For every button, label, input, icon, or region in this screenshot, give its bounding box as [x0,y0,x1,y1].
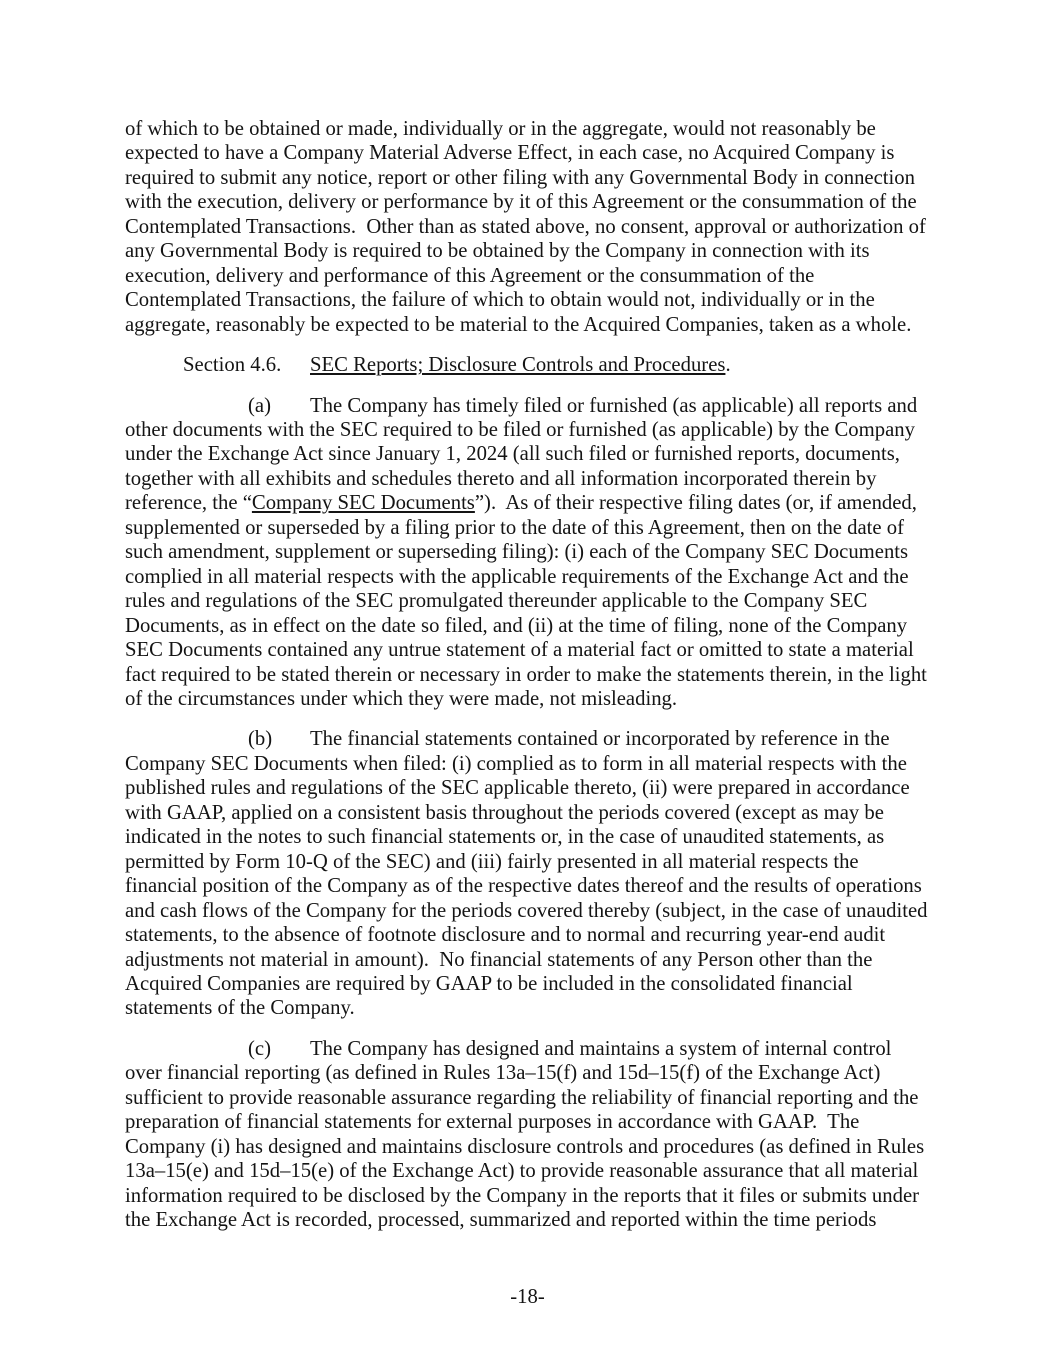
paragraph-a [125,394,933,712]
continuation-paragraph-text: of which to be obtained or made, individually or in the aggregate, would not reasonably be expected to have a Company Material Adverse Effect, in each case, no Acquired Company is required to submit any notice, report or other filing with any Governmental Body in connection with the execution, delivery or performance by it of this Agreement or the consummation of the Contemplated Transactions. Other than as stated above, no consent, approval or authorization of any Governmental Body is required to be obtained by the Company in connection with its execution, delivery and performance of this Agreement or the consummation of the Contemplated Transactions, the failure of which to obtain would not, individually or in the aggregate, reasonably be expected to be material to the Acquired Companies, taken as a whole. [125,118,932,336]
paragraph-a-text-before-term: The Company has timely filed or furnished (as applicable) all reports and other documents with the SEC required to be filed or furnished (as applicable) by the Company under the Exchange Act since January 1, 2024 (all such filed or furnished reports, documents, together with all exhibits and schedules thereto and all information incorporated therein by reference, the “ [125,394,923,515]
paragraph-c-text: The Company has designed and maintains a system of internal control over financial reporting (as defined in Rules 13a–15(f) and 15d–15(f) of the Exchange Act) sufficient to provide reasonable assurance regarding the reliability of financial reporting and the preparation of financial statements for external purposes in accordance with GAAP. The Company (i) has designed and maintains disclosure controls and procedures (as defined in Rules 13a–15(e) and 15d–15(e) of the Exchange Act) to provide reasonable assurance that all material information required to be disclosed by the Company in the reports that it files or submits under the Exchange Act is recorded, processed, summarized and reported within the time periods [125,1037,930,1232]
defined-term-company-sec-documents: Company SEC Documents [251,492,475,515]
section-heading [125,353,933,377]
page-number: -18- [510,1286,545,1308]
section-number: Section 4.6. [183,354,282,377]
section-title-period: . [725,354,731,377]
paragraph-b-text: The financial statements contained or incorporated by reference in the Company SEC Documents when filed: (i) complied as to form in all material respects with the published rules and regulations of the SEC applicable thereto, (ii) were prepared in accordance with GAAP, applied on a consistent basis throughout the periods covered (except as may be indicated in the notes to such financial statements or, in the case of unaudited statements, as permitted by Form 10-Q of the SEC) and (iii) fairly presented in all material respects the financial position of the Company as of the respective dates thereof and the results of operations and cash flows of the Company for the periods covered thereby (subject, in the case of unaudited statements, to the absence of footnote disclosure and to normal and recurring year-end audit adjustments not material in amount). No financial statements of any Person other than the Acquired Companies are required by GAAP to be included in the consolidated financial statements of the Company. [125,728,933,1020]
section-title: SEC Reports; Disclosure Controls and Procedures [310,354,726,377]
continuation-paragraph [125,117,933,337]
paragraph-b-label: (b) [248,728,273,751]
paragraph-a-text-after-term: ”). As of their respective filing dates (or, if amended, supplemented or superseded by a filing prior to the date of this Agreement, then on the date of such amendment, supplement or superseding filing): (i) each of the Company SEC Documents complied in all material respects with the applicable requirements of the Exchange Act and the rules and regulations of the SEC promulgated thereunder applicable to the Company SEC Documents, as in effect on the date so filed, and (ii) at the time of filing, none of the Company SEC Documents contained any untrue statement of a material fact or omitted to state a material fact required to be stated therein or necessary in order to make the statements therein, in the light of the circumstances under which they were made, not misleading. [125,492,933,710]
paragraph-a-label: (a) [248,394,271,417]
page-body [125,117,933,1248]
paragraph-c [125,1037,933,1233]
paragraph-b [125,727,933,1020]
paragraph-c-label: (c) [248,1037,271,1060]
